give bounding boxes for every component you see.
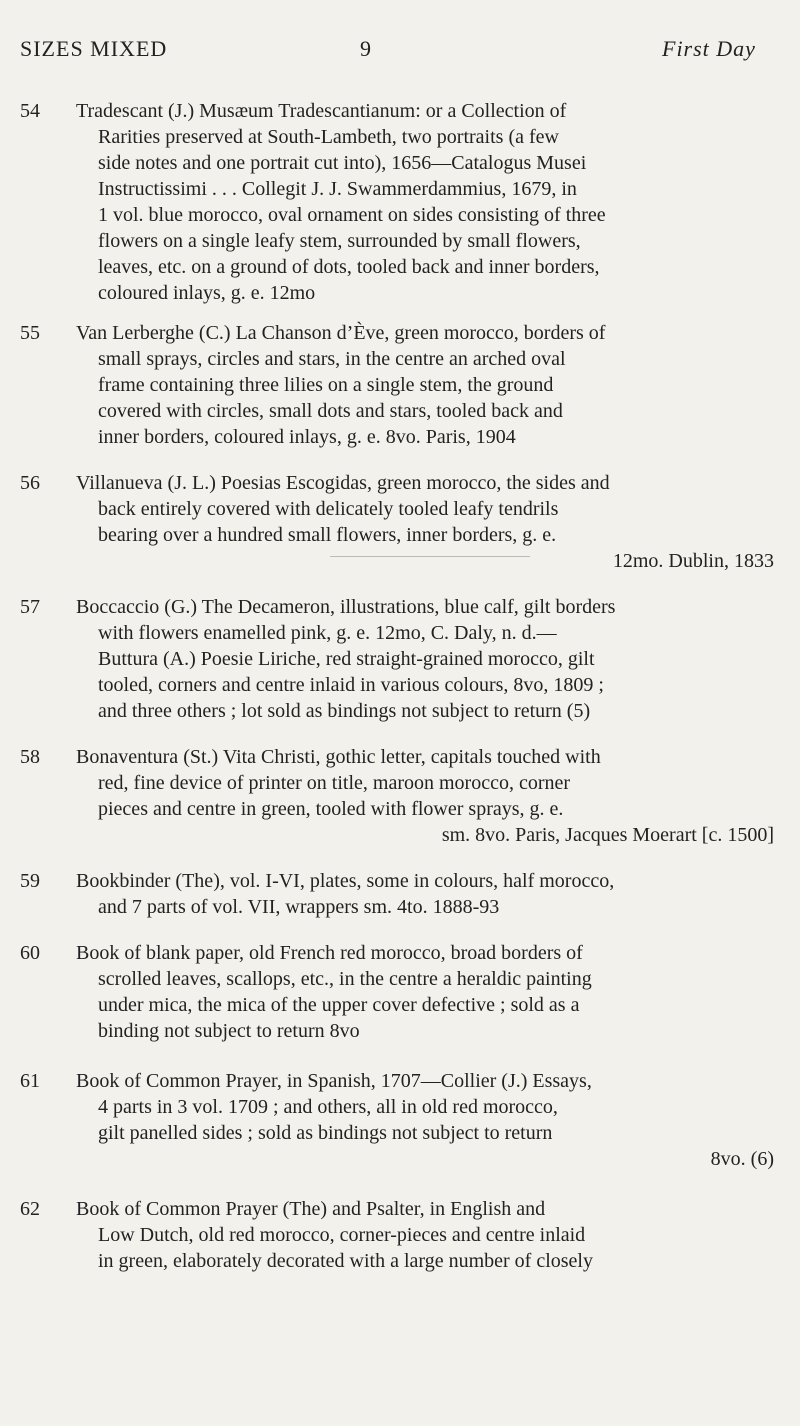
catalogue-entry-57 [20,594,780,724]
entry-line: 8vo. (6) [710,1148,774,1170]
catalogue-entry-58 [20,744,780,848]
entry-line: pieces and centre in green, tooled with flower sprays, g. e. [98,798,564,820]
entry-text [76,868,780,920]
entry-line: Tradescant (J.) Musæum Tradescantianum: or a Collection of [76,100,567,122]
entry-line: and 7 parts of vol. VII, wrappers sm. 4to. 1888-93 [98,896,500,918]
entry-line: in green, elaborately decorated with a large number of closely [98,1250,593,1272]
entry-line: and three others ; lot sold as bindings not subject to return (5) [98,700,591,722]
entry-line: leaves, etc. on a ground of dots, tooled back and inner borders, [98,256,600,278]
entry-text [76,744,780,848]
entry-line: scrolled leaves, scallops, etc., in the centre a heraldic painting [98,968,592,990]
entry-line: Boccaccio (G.) The Decameron, illustrations, blue calf, gilt borders [76,596,616,618]
entry-line: binding not subject to return 8vo [98,1020,360,1042]
lot-number: 55 [20,322,40,344]
entry-line: bearing over a hundred small flowers, inner borders, g. e. [98,524,557,546]
entry-line: covered with circles, small dots and stars, tooled back and [98,400,563,422]
lot-number: 59 [20,870,40,892]
entry-text [76,320,780,450]
catalogue-entry-61 [20,1068,780,1172]
entry-line: under mica, the mica of the upper cover defective ; sold as a [98,994,580,1016]
entry-line: sm. 8vo. Paris, Jacques Moerart [c. 1500] [441,824,774,846]
entry-line: Bonaventura (St.) Vita Christi, gothic letter, capitals touched with [76,746,601,768]
entry-line: Van Lerberghe (C.) La Chanson d’Ève, green morocco, borders of [76,322,606,344]
catalogue-entry-56 [20,470,780,574]
entry-line: Instructissimi . . . Collegit J. J. Swammerdammius, 1679, in [98,178,577,200]
entry-line: with flowers enamelled pink, g. e. 12mo, C. Daly, n. d.— [98,622,557,644]
entry-line: Buttura (A.) Poesie Liriche, red straight-grained morocco, gilt [98,648,595,670]
entry-line: back entirely covered with delicately tooled leafy tendrils [98,498,559,520]
page-number: 9 [360,36,372,61]
catalogue-entry-55 [20,320,780,450]
entry-line: Bookbinder (The), vol. I-VI, plates, some in colours, half morocco, [76,870,615,892]
entry-line: side notes and one portrait cut into), 1656—Catalogus Musei [98,152,587,174]
lot-number: 54 [20,100,40,122]
catalogue-entry-62 [20,1196,780,1274]
entry-text [76,1196,780,1274]
entry-line: 4 parts in 3 vol. 1709 ; and others, all in old red morocco, [98,1096,558,1118]
catalogue-entry-54 [20,98,780,306]
lot-number: 62 [20,1198,40,1220]
entry-text [76,470,780,574]
entry-line: red, fine device of printer on title, maroon morocco, corner [98,772,571,794]
entry-line: frame containing three lilies on a single stem, the ground [98,374,554,396]
entry-line: Book of Common Prayer (The) and Psalter, in English and [76,1198,546,1220]
lot-number: 56 [20,472,40,494]
lot-number: 61 [20,1070,40,1092]
entry-line: gilt panelled sides ; sold as bindings not subject to return [98,1122,553,1144]
entry-line: tooled, corners and centre inlaid in various colours, 8vo, 1809 ; [98,674,604,696]
entry-line: flowers on a single leafy stem, surrounded by small flowers, [98,230,581,252]
entry-line: Book of blank paper, old French red morocco, broad borders of [76,942,583,964]
entry-text [76,594,780,724]
entry-line: coloured inlays, g. e. 12mo [98,282,316,304]
lot-number: 58 [20,746,40,768]
entry-line: Villanueva (J. L.) Poesias Escogidas, green morocco, the sides and [76,472,610,494]
catalogue-entry-60 [20,940,780,1044]
header-day: First Day [662,36,756,61]
catalogue-entry-59 [20,868,780,920]
entry-text [76,98,780,306]
entry-line: 12mo. Dublin, 1833 [612,550,774,572]
entry-line: Low Dutch, old red morocco, corner-pieces and centre inlaid [98,1224,586,1246]
entry-line: 1 vol. blue morocco, oval ornament on sides consisting of three [98,204,606,226]
entry-line: inner borders, coloured inlays, g. e. 8vo. Paris, 1904 [98,426,516,448]
header-section-title: SIZES MIXED [20,36,168,61]
lot-number: 60 [20,942,40,964]
entry-line: Book of Common Prayer, in Spanish, 1707—Collier (J.) Essays, [76,1070,592,1092]
lot-number: 57 [20,596,40,618]
entry-line: small sprays, circles and stars, in the centre an arched oval [98,348,566,370]
divider [330,556,530,557]
entry-line: Rarities preserved at South-Lambeth, two portraits (a few [98,126,559,148]
entry-text [76,1068,780,1172]
entry-text [76,940,780,1044]
